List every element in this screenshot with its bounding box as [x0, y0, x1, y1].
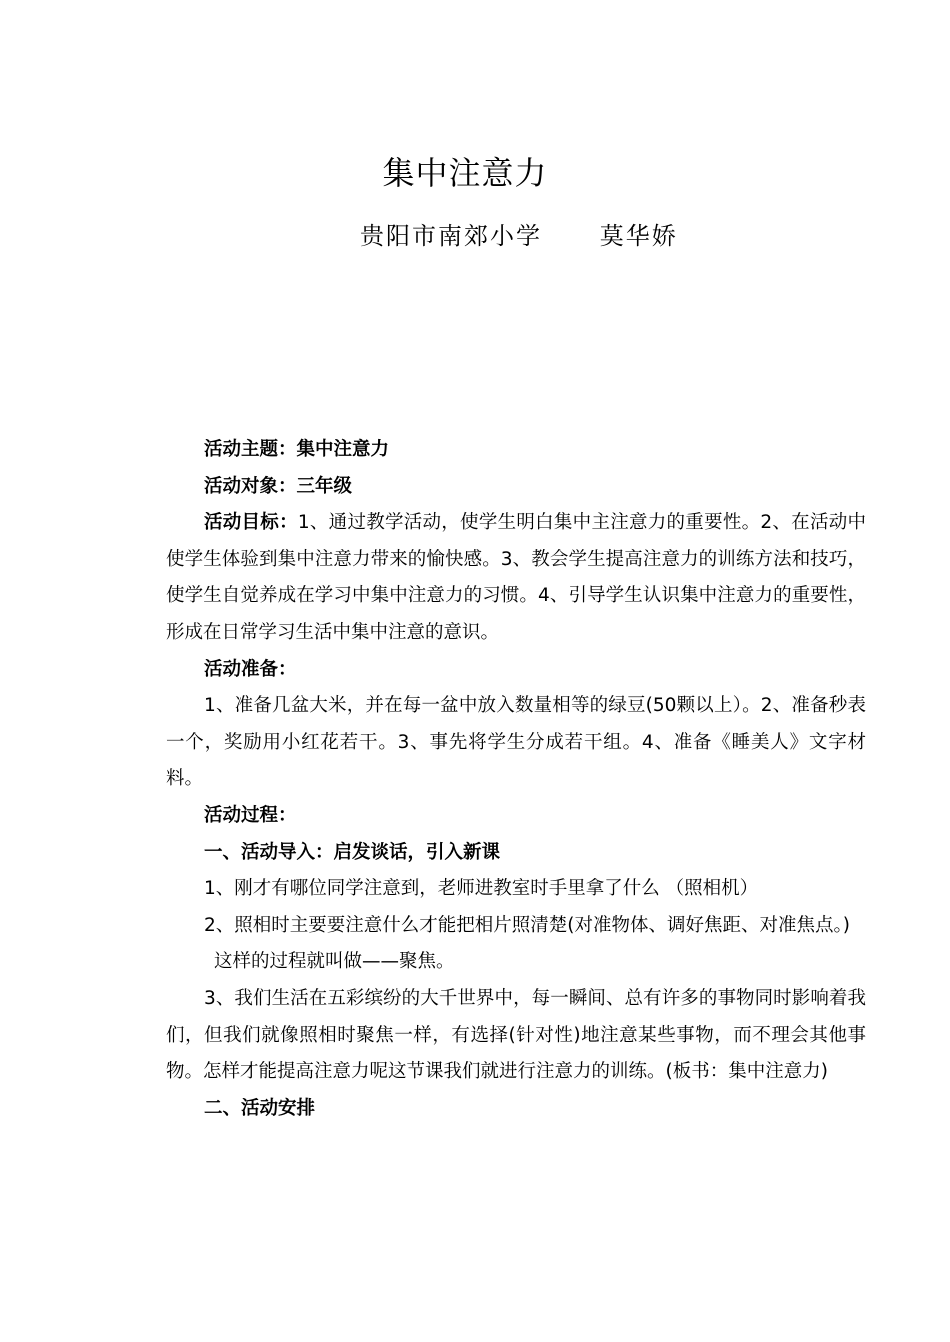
paragraph-label: 活动目标：	[204, 512, 298, 534]
paragraph-question-2	[166, 908, 866, 945]
document-body	[166, 432, 866, 1127]
paragraph-label: 活动过程：	[204, 804, 297, 826]
paragraph-section-two	[166, 1091, 866, 1128]
paragraph-text: 这样的过程就叫做——聚焦。	[214, 951, 455, 973]
paragraph-text: 2、照相时主要要注意什么才能把相片照清楚(对准物体、调好焦距、对准焦点。)	[204, 914, 850, 936]
author-line: 贵阳市南郊小学 莫华娇	[360, 222, 678, 250]
paragraph-preparation-heading	[166, 652, 866, 689]
paragraph-label: 活动准备：	[204, 658, 297, 680]
paragraph-text: 1、刚才有哪位同学注意到，老师进教室时手里拿了什么 （照相机）	[204, 878, 759, 900]
paragraph-theme	[166, 432, 866, 469]
paragraph-section-one	[166, 835, 866, 872]
paragraph-text: 1、通过教学活动，使学生明白集中主注意力的重要性。2、在活动中使学生体验到集中注意力带来的愉快感。3、教会学生提高注意力的训练方法和技巧，使学生自觉养成在学习中集中注意力的习惯。4、引导学生认识集中注意力的重要性，形成在日常学习生活中集中注意的意识。	[166, 512, 866, 643]
paragraph-process-heading	[166, 798, 866, 835]
paragraph-label: 活动主题：集中注意力	[204, 439, 390, 460]
paragraph-question-3	[166, 981, 866, 1091]
paragraph-label: 一、活动导入：启发谈话，引入新课	[204, 841, 501, 863]
document-title: 集中注意力	[382, 154, 548, 192]
paragraph-question-1	[166, 871, 866, 908]
paragraph-preparation	[166, 688, 866, 798]
paragraph-focus	[166, 944, 866, 981]
paragraph-audience	[166, 469, 866, 506]
paragraph-text: 3、我们生活在五彩缤纷的大千世界中，每一瞬间、总有许多的事物同时影响着我们，但我们就像照相时聚焦一样，有选择(针对性)地注意某些事物，而不理会其他事物。怎样才能提高注意力呢这节课我们就进行注意力的训练。(板书：集中注意力)	[166, 987, 866, 1083]
paragraph-text: 1、准备几盆大米，并在每一盆中放入数量相等的绿豆(50颗以上）。2、准备秒表一个，奖励用小红花若干。3、事先将学生分成若干组。4、准备《睡美人》文字材料。	[166, 695, 866, 790]
paragraph-label: 二、活动安排	[204, 1097, 316, 1119]
paragraph-goals	[166, 505, 866, 651]
paragraph-label: 活动对象：三年级	[204, 475, 353, 497]
